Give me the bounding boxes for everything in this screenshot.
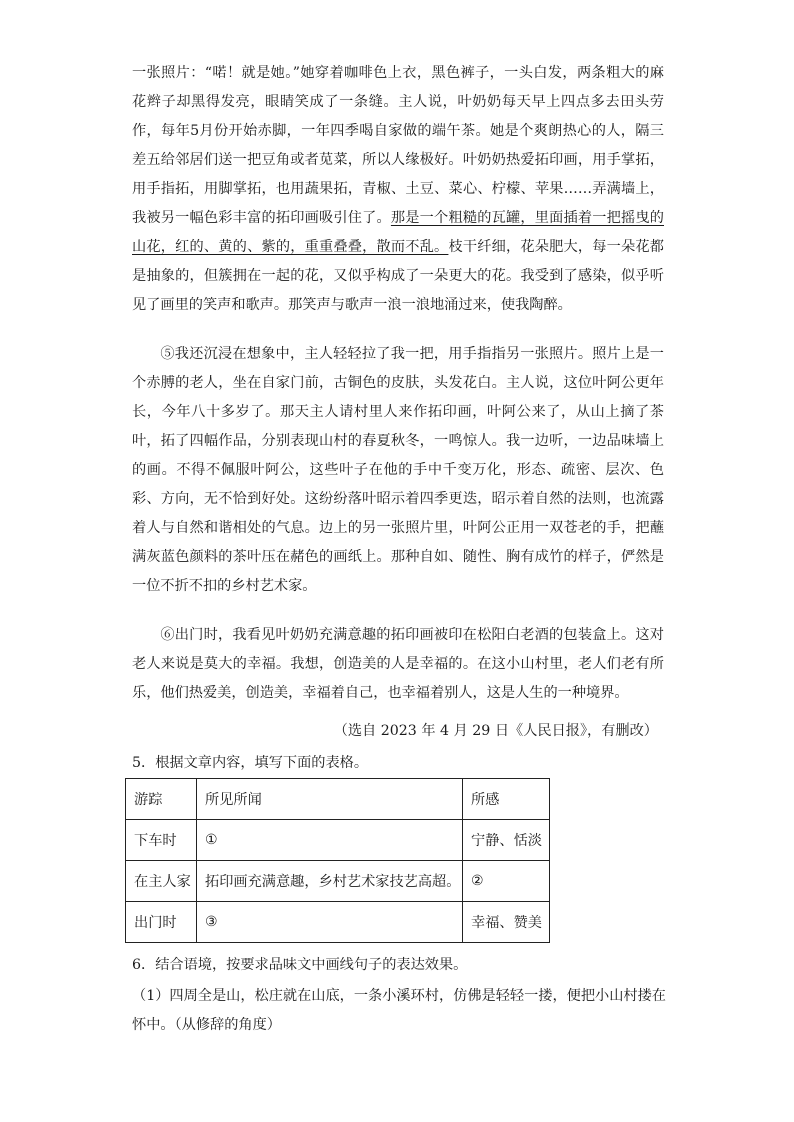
table-cell: 幸福、赞美	[463, 902, 550, 943]
table-cell: 拓印画充满意趣，乡村艺术家技艺高超。	[197, 861, 463, 902]
table-header-row	[126, 779, 550, 820]
paragraph-4-text-end: 枝干纤细，花朵肥大，每一朵花都是抽象的，但簇拥在一起的花，又似乎构成了一朵更大的花。我受到了感染，似乎听见了画里的笑声和歌声。那笑声与歌声一浪一浪地涌过来，使我陶醉。	[132, 239, 664, 313]
question-6-sub-1: （1）四周全是山，松庄就在山底，一条小溪环村，仿佛是轻轻一搂，便把小山村搂在怀中。（从修辞的角度）	[132, 988, 666, 1033]
paragraph-4-text: 一张照片：“喏！就是她。”她穿着咖啡色上衣，黑色裤子，一头白发，两条粗大的麻花辫子却黑得发亮，眼睛笑成了一条缝。主人说，叶奶奶每天早上四点多去田头劳作，每年5月份开始赤脚，一年四季喝自家做的端午茶。她是个爽朗热心的人，隔三差五给邻居们送一把豆角或者苋菜，所以人缘极好。叶奶奶热爱拓印画，用手掌拓，用手指拓，用脚掌拓，也用蔬果拓，青椒、土豆、菜心、柠檬、苹果……弄满墙上，我被另一幅色彩丰富的拓印画吸引住了。	[132, 65, 664, 226]
question-6-prompt: 6．结合语境，按要求品味文中画线句子的表达效果。	[132, 957, 468, 973]
table-row	[126, 902, 550, 943]
table-header-cell: 游踪	[126, 779, 197, 820]
table-cell: 下车时	[126, 820, 197, 861]
paragraph-5: ⑤我还沉浸在想象中，主人轻轻拉了我一把，用手指指另一张照片。照片上是一个赤膊的老人，坐在自家门前，古铜色的皮肤，头发花白。主人说，这位叶阿公更年长，今年八十多岁了。那天主人请村里人来作拓印画，叶阿公来了，从山上摘了茶叶，拓了四幅作品，分别表现山村的春夏秋冬，一鸣惊人。我一边听，一边品味墙上的画。不得不佩服叶阿公，这些叶子在他的手中千变万化，形态、疏密、层次、色彩、方向，无不恰到好处。这纷纷落叶昭示着四季更迭，昭示着自然的法则，也流露着人与自然和谐相处的气息。边上的另一张照片里，叶阿公正用一双苍老的手，把蘸满灰蓝色颜料的茶叶压在赭色的画纸上。那种自如、随性、胸有成竹的样子，俨然是一位不折不扣的乡村艺术家。	[132, 346, 664, 594]
question-5-prompt: 5．根据文章内容，填写下面的表格。	[132, 755, 369, 771]
underlined-sentence: 那是一个粗糙的瓦罐，里面插着一把摇曳的山花，红的、黄的、紫的，重重叠叠，散而不乱。	[132, 210, 664, 255]
table-cell: 在主人家	[126, 861, 197, 902]
table-header-cell: 所见所闻	[197, 779, 463, 820]
source-citation: （选自 2023 年 4 月 29 日《人民日报》，有删改）	[333, 723, 658, 739]
paragraph-6: ⑥出门时，我看见叶奶奶充满意趣的拓印画被印在松阳白老酒的包装盒上。这对老人来说是莫大的幸福。我想，创造美的人是幸福的。在这小山村里，老人们老有所乐，他们热爱美，创造美，幸福着自己，也幸福着别人，这是人生的一种境界。	[132, 627, 664, 701]
table-cell: 宁静、恬淡	[463, 820, 550, 861]
table-row	[126, 820, 550, 861]
answer-table	[125, 778, 550, 943]
table-row	[126, 861, 550, 902]
table-cell-blank-3: ③	[197, 902, 463, 943]
table-cell-blank-1: ①	[197, 820, 463, 861]
table-cell-blank-2: ②	[463, 861, 550, 902]
table-header-cell: 所感	[463, 779, 550, 820]
paragraph-4	[132, 59, 664, 320]
table-cell: 出门时	[126, 902, 197, 943]
